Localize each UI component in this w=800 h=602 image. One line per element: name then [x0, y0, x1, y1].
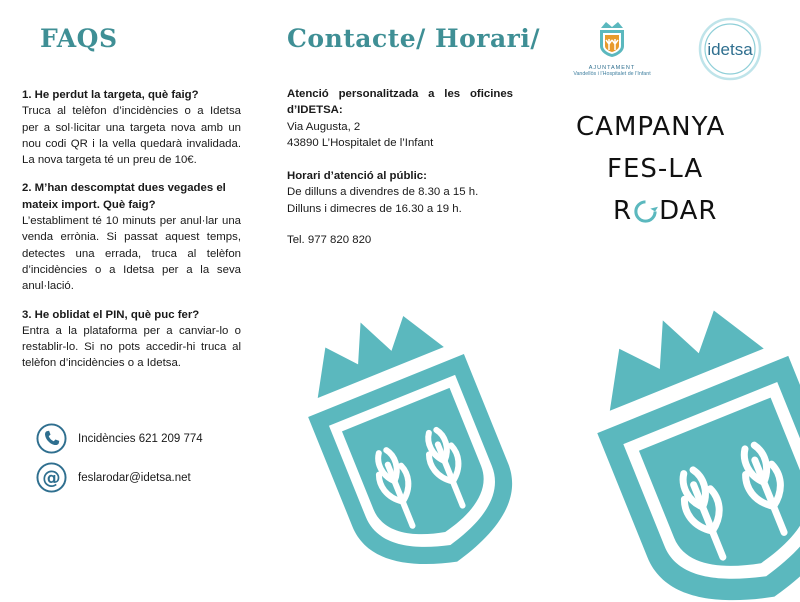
faq-question: 3. He oblidat el PIN, què puc fer? [22, 308, 200, 321]
ajuntament-crest-icon [595, 20, 629, 58]
phone-icon [36, 423, 67, 454]
shield-wheat-icon [284, 250, 524, 570]
phone-contact[interactable] [36, 423, 203, 454]
cover-panel [533, 0, 800, 565]
idetsa-wordmark: idetsa [707, 40, 753, 59]
svg-text:@: @ [42, 467, 61, 489]
hours-line: Dilluns i dimecres de 16.30 a 19 h. [287, 202, 462, 215]
campaign-line-2: FES-LA [607, 154, 704, 184]
address-line: 43890 L’Hospitalet de l’Infant [287, 137, 434, 150]
faq-answer: Entra a la plataforma per a canviar-lo o restablir-lo. Si no pots accedir-hi truca al telèfon d’incidències o a Idetsa. [22, 324, 241, 370]
address-line: Via Augusta, 2 [287, 120, 361, 133]
opening-hours [287, 168, 513, 217]
campaign-line-1: CAMPANYA [576, 112, 726, 142]
contact-title: Contacte/ Horari/ [287, 24, 540, 53]
faq-item [22, 307, 241, 372]
at-icon [36, 462, 67, 493]
faq-question: 1. He perdut la targeta, què faig? [22, 89, 199, 101]
campaign-line-3 [613, 196, 718, 226]
email-text: feslarodar@idetsa.net [78, 471, 191, 484]
office-phone[interactable]: Tel. 977 820 820 [287, 234, 372, 246]
shield-wheat-icon [571, 262, 800, 602]
office-heading: Atenció personalitzada a les oficines d’IDETSA: [287, 88, 513, 117]
hours-line: De dilluns a divendres de 8.30 a 15 h. [287, 186, 479, 199]
faq-answer: L’establiment té 10 minuts per anul·lar una venda errònia. Si passat aquest temps, detectes una errada, truca al telèfon d’incidències o a Idetsa per a la seva anul·lació. [22, 215, 241, 293]
rodar-arrow-icon [633, 199, 658, 224]
idetsa-logo [697, 16, 763, 82]
email-contact[interactable] [36, 462, 191, 493]
ajuntament-label: AJUNTAMENT [588, 65, 636, 71]
contact-panel [266, 0, 540, 565]
faq-question: 2. M’han descomptat dues vegades el mateix import. Què faig? [22, 182, 226, 211]
phone-text: Incidències 621 209 774 [78, 432, 203, 445]
ajuntament-town: Vandellòs i l’Hospitalet de l’Infant [573, 71, 651, 77]
campaign-letter-r: R [613, 196, 633, 226]
faq-answer: Truca al telèfon d’incidències o a Idetsa per a sol·licitar una targeta nova amb un nou codi QR i la vella quedarà invalidada. La nova targeta té un preu de 10€. [22, 105, 241, 167]
office-info [287, 86, 513, 152]
ajuntament-logo [557, 20, 667, 80]
faq-list [22, 87, 241, 384]
faq-item [22, 180, 241, 294]
faqs-panel [0, 0, 266, 565]
faq-item [22, 87, 241, 168]
hours-heading: Horari d’atenció al públic: [287, 170, 427, 182]
faqs-title: FAQS [40, 24, 118, 53]
campaign-letters-dar: DAR [659, 196, 718, 226]
